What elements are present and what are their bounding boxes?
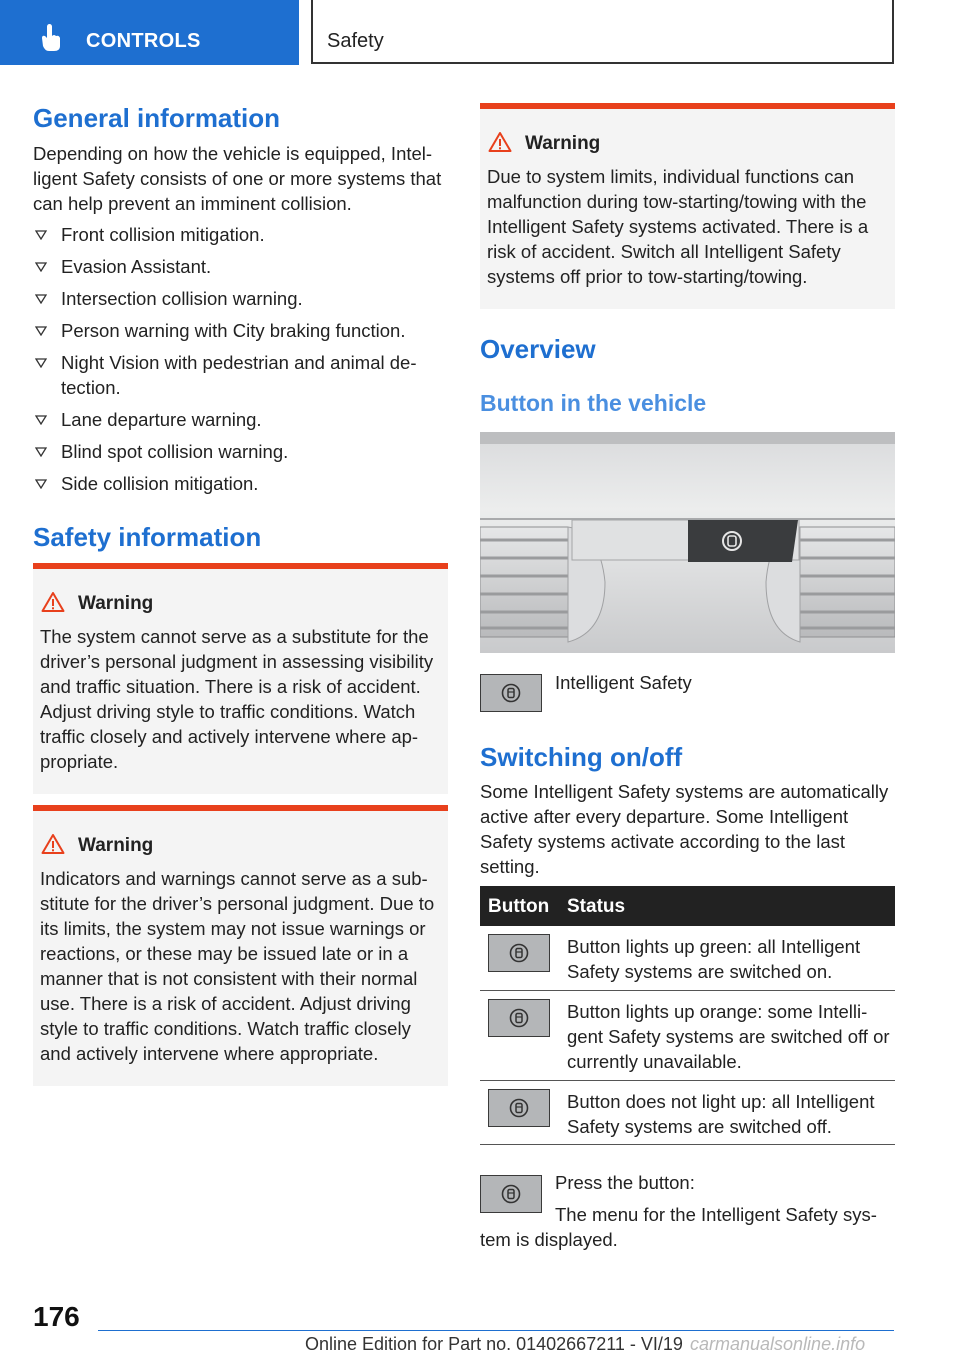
warning-triangle-icon (41, 591, 65, 613)
list-item: Side collision mitigation. (33, 471, 448, 496)
press-result: The menu for the Intelligent Safety system is displayed. (480, 1204, 877, 1250)
chapter-tab-label: CONTROLS (86, 30, 201, 52)
list-item: Night Vision with pedestrian and animal detection. (33, 350, 448, 400)
overview-heading: Overview (480, 334, 596, 364)
triangle-bullet-icon (35, 415, 47, 425)
status-text: Button does not light up: all Intelligent Safety systems are switched off. (567, 1091, 875, 1137)
warning-triangle-icon (41, 833, 65, 855)
section-title: Safety (327, 30, 384, 52)
triangle-bullet-icon (35, 326, 47, 336)
button-off-image (488, 1089, 550, 1127)
section-header (311, 0, 894, 64)
edition-text: Online Edition for Part no. 01402667211 - VI/19 (305, 1334, 683, 1354)
list-item: Evasion Assistant. (33, 254, 448, 279)
list-item: Person warning with City braking function. (33, 318, 448, 343)
intelligent-safety-icon (509, 1098, 529, 1118)
triangle-bullet-icon (35, 447, 47, 457)
general-information-paragraph: Depending on how the vehicle is equipped, Intelligent Safety consists of one or more systems that can help prevent an imminent collision. (33, 143, 442, 214)
intelligent-safety-icon (501, 1184, 521, 1204)
column-header-button: Button (488, 896, 550, 917)
triangle-bullet-icon (35, 358, 47, 368)
list-item: Lane departure warning. (33, 407, 448, 432)
warning-title: Warning (525, 133, 601, 154)
warning-text: Indicators and warnings cannot serve as a substitute for the driver’s personal judgment. Due to its limits, the system may not issue warnings or reactions, or these may be issued late or in a manner that is not consistent with their normal use. There is a risk of accident. Adjust driving style to traffic conditions. Watch traffic closely and actively intervene where appropriate. (40, 868, 435, 1064)
list-item: Front collision mitigation. (33, 222, 448, 247)
intelligent-safety-icon (509, 943, 529, 963)
hand-pointer-icon (40, 24, 62, 52)
warning-box-1 (33, 563, 448, 794)
intelligent-safety-icon (501, 683, 521, 703)
triangle-bullet-icon (35, 230, 47, 240)
status-table (480, 886, 895, 1145)
column-header-status: Status (567, 896, 626, 917)
switching-heading: Switching on/off (480, 742, 683, 772)
triangle-bullet-icon (35, 479, 47, 489)
list-item: Intersection collision warning. (33, 286, 448, 311)
watermark: carmanualsonline.info (690, 1334, 866, 1354)
warning-box-3 (480, 103, 895, 309)
status-text: Button lights up orange: some Intelligent Safety systems are switched off or currently unavailable. (567, 1001, 890, 1072)
warning-triangle-icon (488, 131, 512, 153)
intelligent-safety-button-image (480, 674, 542, 712)
switching-paragraph: Some Intelligent Safety systems are automatically active after every departure. Some Intelligent Safety systems activate according to the last setting. (480, 781, 889, 877)
list-item: Blind spot collision warning. (33, 439, 448, 464)
safety-information-heading: Safety information (33, 522, 262, 552)
table-row (480, 926, 895, 991)
button-caption: Intelligent Safety (555, 672, 692, 693)
button-green-image (488, 934, 550, 972)
press-instruction: Press the button: (555, 1172, 695, 1193)
triangle-bullet-icon (35, 294, 47, 304)
intelligent-safety-icon (509, 1008, 529, 1028)
warning-text: Due to system limits, individual functions can malfunction during tow-starting/towing with the Intelligent Safety systems activated. There is a risk of accident. Switch all Intelligent Safety systems off prior to tow-starting/towing. (487, 166, 869, 287)
chapter-tab[interactable] (0, 0, 299, 65)
table-row (480, 991, 895, 1081)
footer-divider (98, 1330, 894, 1331)
warning-box-2 (33, 805, 448, 1086)
warning-text: The system cannot serve as a substitute for the driver’s personal judgment in assessing visibility and traffic situation. There is a risk of accident. Adjust driving style to traffic conditions. Watch traffic closely and actively intervene where appropriate. (40, 626, 434, 772)
button-orange-image (488, 999, 550, 1037)
table-row (480, 1081, 895, 1145)
triangle-bullet-icon (35, 262, 47, 272)
page-number: 176 (33, 1301, 80, 1332)
warning-title: Warning (78, 835, 154, 856)
systems-list (33, 222, 448, 503)
table-header (480, 886, 895, 926)
warning-title: Warning (78, 593, 154, 614)
button-in-vehicle-heading: Button in the vehicle (480, 390, 707, 416)
general-information-heading: General information (33, 103, 281, 133)
status-text: Button lights up green: all Intelligent Safety systems are switched on. (567, 936, 861, 982)
vehicle-button-photo (480, 432, 895, 653)
